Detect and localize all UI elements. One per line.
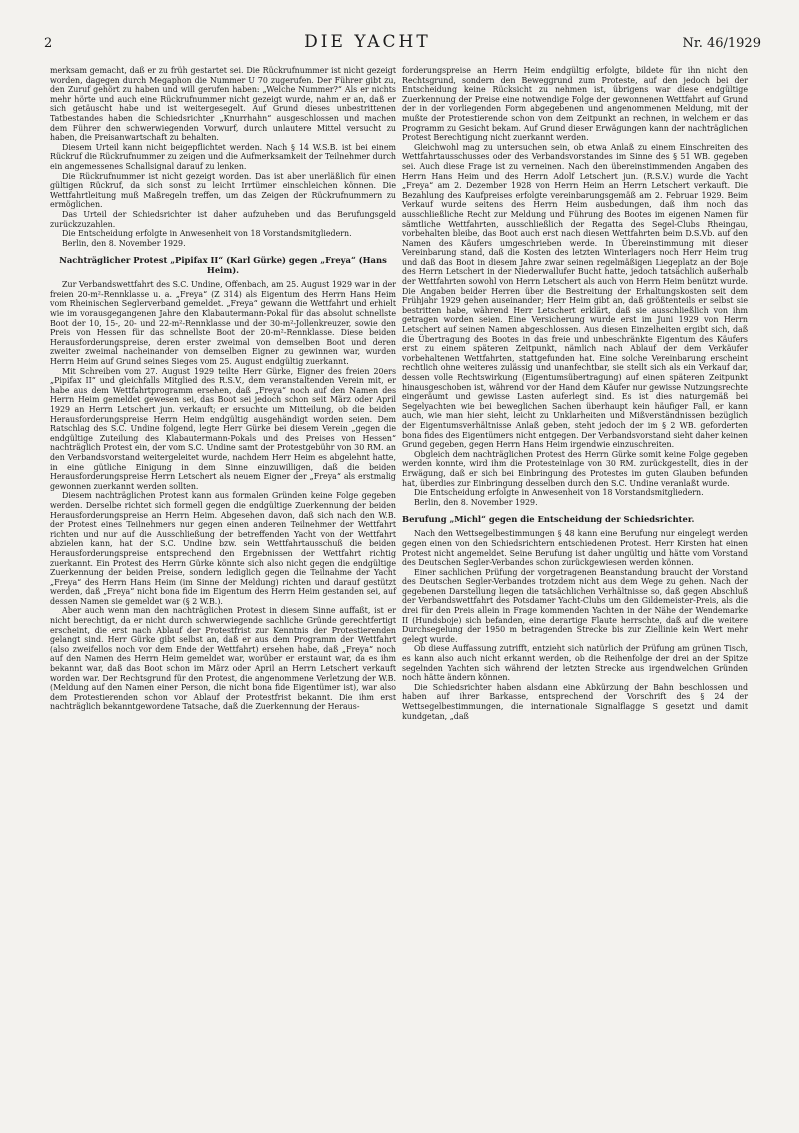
paragraph: Die Schiedsrichter haben alsdann eine Abkürzung der Bahn beschlossen und haben auf ihrer Barkasse, entsprechend der Vorschrift des § 24 der Wettsegelbestimmungen, die internationale Signalflagge S gesetzt und damit kundgetan, „daß — [402, 682, 748, 721]
paragraph: Einer sachlichen Prüfung der vorgetragenen Beanstandung braucht der Vorstand des Deutschen Segler-Verbandes trotzdem nicht aus dem Wege zu gehen. Nach der gegebenen Darstellung liegen die tatsächlichen Verhältnisse so, daß gegen Abschluß der Verbandswettfahrt des Potsdamer Yacht-Clubs um den Gildemeister-Preis, als die drei für den Preis allein in Frage kommenden Yachten in der Nähe der Wendemarke II (Hundsboje) sich befanden, eine derartige Flaute herrschte, daß auf die weitere Durchsegelung der 1950 m betragenden Strecke bis zur Ziellinie kein Wert mehr gelegt wurde. — [402, 567, 748, 644]
paragraph: Die Entscheidung erfolgte in Anwesenheit von 18 Vorstandsmitgliedern. — [62, 229, 352, 239]
page-header — [44, 32, 761, 56]
article-heading: Berufung „Michl“ gegen die Entscheidung der Schiedsrichter. — [402, 514, 695, 525]
paragraph: Aber auch wenn man den nachträglichen Protest in diesem Sinne auffaßt, ist er nicht berechtigt, da er nicht durch schwerwiegende sachliche Gründe gerechtfertigt erscheint, die erst nach Ablauf der Protestfrist zur Kenntnis der Protestierenden gelangt sind. Herr Gürke gibt selbst an, daß er aus dem Programm der Wettfahrt (also zweifellos noch vor dem Ende der Wettfahrt) ersehen habe, daß „Freya“ noch auf den Namen des Herrn Heim gemeldet war, worüber er erstaunt war, da es ihm bekannt war, daß das Boot schon im März oder April an Herrn Letschert verkauft worden war. Der Rechtsgrund für den Protest, die angenommene Verletzung der W.B. (Meldung auf den Namen einer Person, die nicht bona fide Eigentümer ist), war also dem Protestierenden schon vor Ablauf der Protestfrist bekannt. Die ihm erst nachträglich bekanntgewordene Tatsache, daß die Zuerkennung der Heraus- — [50, 606, 396, 712]
date-line: Berlin, den 8. November 1929. — [62, 238, 186, 248]
paragraph: Zur Verbandswettfahrt des S.C. Undine, Offenbach, am 25. August 1929 war in der freien 20-m²-Rennklasse u. a. „Freya“ (Z 314) als Eigentum des Herrn Hans Heim vom Rheinischen Seglerverband gemeldet. „Freya“ gewann die Wettfahrt und erhielt wie im vorausgegangenen Jahre den Klabautermann-Pokal für das absolut schnellste Boot der 10, 15-, 20- und 22-m²-Rennklasse und der 30-m²-Jollenkreuzer, sowie den Preis von Hessen für das schnellste Boot der 20-m²-Rennklasse. Diese beiden Herausforderungspreise, deren erster zweimal von demselben Boot und deren zweiter zweimal nacheinander von demselben Eigner zu gewinnen war, wurden Herrn Heim auf Grund seines Sieges vom 25. August endgültig zuerkannt. — [50, 280, 396, 367]
journal-title: DIE YACHT — [304, 32, 431, 52]
paragraph: Nach den Wettsegelbestimmungen § 48 kann eine Berufung nur eingelegt werden gegen einen von den Schiedsrichtern entschiedenen Protest. Herr Kirsten hat einen Protest nicht angemeldet. Seine Berufung ist daher ungültig und hätte vom Vorstand des Deutschen Segler-Verbandes schon zurückgewiesen werden können. — [402, 529, 748, 568]
date-line: Berlin, den 8. November 1929. — [414, 497, 538, 507]
paragraph: Die Entscheidung erfolgte in Anwesenheit von 18 Vorstandsmitgliedern. — [414, 488, 704, 498]
paragraph: Mit Schreiben vom 27. August 1929 teilte Herr Gürke, Eigner des freien 20ers „Pipifax II“ und gleichfalls Mitglied des R.S.V., dem veranstaltenden Verein mit, er habe aus dem Wettfahrtprogramm ersehen, daß „Freya“ noch auf den Namen des Herrn Heim gemeldet gewesen sei, das Boot sei jedoch schon seit März oder April 1929 an Herrn Letschert jun. verkauft; er ersuchte um Mitteilung, ob die beiden Herausforderungspreise Herrn Heim endgültig ausgehändigt worden seien. Dem Ratschlag des S.C. Undine folgend, legte Herr Gürke bei diesem Verein „gegen die endgültige Zuteilung des Klabautermann-Pokals und des Preises von Hessen“ nachträglich Protest ein, der vom S.C. Undine samt der Protestgebühr von 30 RM. an den Verbandsvorstand weitergeleitet wurde, nachdem Herr Heim es abgelehnt hatte, in eine gütliche Einigung in dem Sinne einzuwilligen, daß die beiden Herausforderungspreise Herrn Letschert als neuem Eigner der „Freya“ als erstmalig gewonnen zuerkannt werden sollten. — [50, 366, 396, 491]
article-heading: Nachträglicher Protest „Pipifax II“ (Karl Gürke) gegen „Freya“ (Hans Heim). — [59, 255, 387, 276]
left-column — [50, 66, 396, 712]
paragraph: Diesem nachträglichen Protest kann aus formalen Gründen keine Folge gegeben werden. Derselbe richtet sich formell gegen die endgültige Zuerkennung der beiden Herausforderungspreise an Herrn Heim. Abgesehen davon, daß sich nach den W.B. der Protest eines Teilnehmers nur gegen einen anderen Teilnehmer der Wettfahrt richten und nur auf die Ausschließung der betreffenden Yacht von der Wettfahrt abzielen kann, hat der S.C. Undine bzw. sein Wettfahrtausschuß die beiden Herausforderungspreise entsprechend den Ergebnissen der Wettfahrt richtig zuerkannt. Ein Protest des Herrn Gürke könnte sich also nicht gegen die endgültige Zuerkennung der beiden Preise, sondern lediglich gegen die Teilnahme der Yacht „Freya“ des Herrn Hans Heim (im Sinne der Meldung) richten und darauf gestützt werden, daß „Freya“ nicht bona fide im Eigentum des Herrn Heim gestanden sei, auf dessen Namen sie gemeldet war (§ 2 W.B.). — [50, 491, 396, 606]
page-number: 2 — [44, 36, 53, 51]
paragraph: Gleichwohl mag zu untersuchen sein, ob etwa Anlaß zu einem Einschreiten des Wettfahrtausschusses oder des Verbandsvorstandes im Sinne des § 51 WB. gegeben sei. Auch diese Frage ist zu verneinen. Nach den übereinstimmenden Angaben des Herrn Hans Heim und des Herrn Adolf Letschert jun. (R.S.V.) wurde die Yacht „Freya“ am 2. Dezember 1928 von Herrn Heim an Herrn Letschert verkauft. Die Bezahlung des Kaufpreises erfolgte vereinbarungsgemäß am 2. Februar 1929. Beim Verkauf wurde seitens des Herrn Heim ausbedungen, daß ihm noch das ausschließliche Recht zur Meldung und Führung des Bootes im eigenen Namen für sämtliche Wettfahrten, ausschließlich der Regatta des Segel-Clubs Rheingau, vorbehalten bleibe, das Boot auch erst nach diesen Wettfahrten beim D.S.Vb. auf den Namen des Käufers umgeschrieben werde. In Übereinstimmung mit dieser Vereinbarung stand, daß die Kosten des letzten Winterlagers noch Herr Heim trug und daß das Boot in diesem Jahre zwar seinen regelmäßigen Liegeplatz an der Boje des Herrn Letschert in der Niederwallufer Bucht hatte, jedoch tatsächlich außerhalb der Wettfahrten sowohl von Herrn Letschert als auch von Herrn Heim benützt wurde. Die Angaben beider Herren über die Bestreitung der Erhaltungskosten seit dem Frühjahr 1929 gehen auseinander; Herr Heim gibt an, daß größtenteils er selbst sie bestritten habe, während Herr Letschert erklärt, daß sie ausschließlich von ihm getragen worden seien. Eine Versicherung wurde erst im Juni 1929 von Herrn Letschert auf seinen Namen abgeschlossen. Aus diesen Einzelheiten ergibt sich, daß die Übertragung des Bootes in das freie und unbeschränkte Eigentum des Käufers erst zu einem späteren Zeitpunkt, nämlich nach Ablauf der dem Verkäufer vorbehaltenen Wettfahrten, stattgefunden hat. Eine solche Vereinbarung erscheint rechtlich ohne weiteres zulässig und unanfechtbar, sie stellt sich als ein Verkauf dar, dessen volle Rechtswirkung (Eigentumsübertragung) auf einen späteren Zeitpunkt hinausgeschoben ist, während vor der Hand dem Käufer nur gewisse Nutzungsrechte eingeräumt und gewisse Lasten auferlegt sind. Es ist dies naturgemäß bei Segelyachten wie bei beweglichen Sachen überhaupt kein häufiger Fall, er kann auch, wie man hier sieht, leicht zu Unklarheiten und Mißverständnissen bezüglich der Eigentumsverhältnisse Anlaß geben, steht jedoch der im § 2 WB. geforderten bona fides des Eigentümers nicht entgegen. Der Verbandsvorstand sieht daher keinen Grund gegeben, gegen Herrn Hans Heim irgendwie einzuschreiten. — [402, 142, 748, 450]
paragraph: Das Urteil der Schiedsrichter ist daher aufzuheben und das Berufungsgeld zurückzuzahlen. — [50, 209, 396, 229]
paragraph: Ob diese Auffassung zutrifft, entzieht sich natürlich der Prüfung am grünen Tisch, es kann also auch nicht erkannt werden, ob die Reihenfolge der drei an der Spitze segelnden Yachten sich während der letzten Strecke aus irgendwelchen Gründen noch hätte ändern können. — [402, 644, 748, 683]
right-column — [402, 66, 748, 721]
paragraph: merksam gemacht, daß er zu früh gestartet sei. Die Rückrufnummer ist nicht gezeigt worden, dagegen durch Megaphon die Nummer U 70 zugerufen. Der Führer gibt zu, den Zuruf gehört zu haben und will gerufen haben: „Welche Nummer?“ Als er nichts mehr hörte und auch eine Rückrufnummer nicht gezeigt wurde, nahm er an, daß er sich getäuscht habe und ist weitergesegelt. Auf Grund dieses unbestrittenen Tatbestandes haben die Schiedsrichter „Knurrhahn“ ausgeschlossen und machen dem Führer den schwerwiegenden Vorwurf, durch unlautere Mittel versucht zu haben, die Preisanwartschaft zu behalten. — [50, 66, 396, 143]
paragraph: forderungspreise an Herrn Heim endgültig erfolgte, bildete für ihn nicht den Rechtsgrund, sondern den Beweggrund zum Proteste, auf den jedoch bei der Entscheidung keine Rücksicht zu nehmen ist, übrigens war diese endgültige Zuerkennung der Preise eine notwendige Folge der gewonnenen Wettfahrt auf Grund der in der vorliegenden Form abgegebenen und angenommenen Meldung, mit der mußte der Protestierende schon von dem Zeitpunkt an rechnen, in welchem er das Programm zu Gesicht bekam. Auf Grund dieser Erwägungen kann der nachträglichen Protest Berechtigung nicht zuerkannt werden. — [402, 66, 748, 143]
paragraph: Obgleich dem nachträglichen Protest des Herrn Gürke somit keine Folge gegeben werden konnte, wird ihm die Protesteinlage von 30 RM. zurückgestellt, dies in der Erwägung, daß er sich bei Einbringung des Protestes im guten Glauben befunden hat, überdies zur Einbringung desselben durch den S.C. Undine veranlaßt wurde. — [402, 449, 748, 488]
issue-number: Nr. 46/1929 — [682, 36, 761, 51]
paragraph: Diesem Urteil kann nicht beigepflichtet werden. Nach § 14 W.S.B. ist bei einem Rückruf die Rückrufnummer zu zeigen und die Aufmerksamkeit der Teilnehmer durch ein angemessenes Schallsignal darauf zu lenken. — [50, 142, 396, 171]
paragraph: Die Rückrufnummer ist nicht gezeigt worden. Das ist aber unerläßlich für einen gültigen Rückruf, da sich sonst zu leicht Irrtümer einschleichen können. Die Wettfahrtleitung muß Maßregeln treffen, um das Zeigen der Rückrufnummern zu ermöglichen. — [50, 171, 396, 210]
